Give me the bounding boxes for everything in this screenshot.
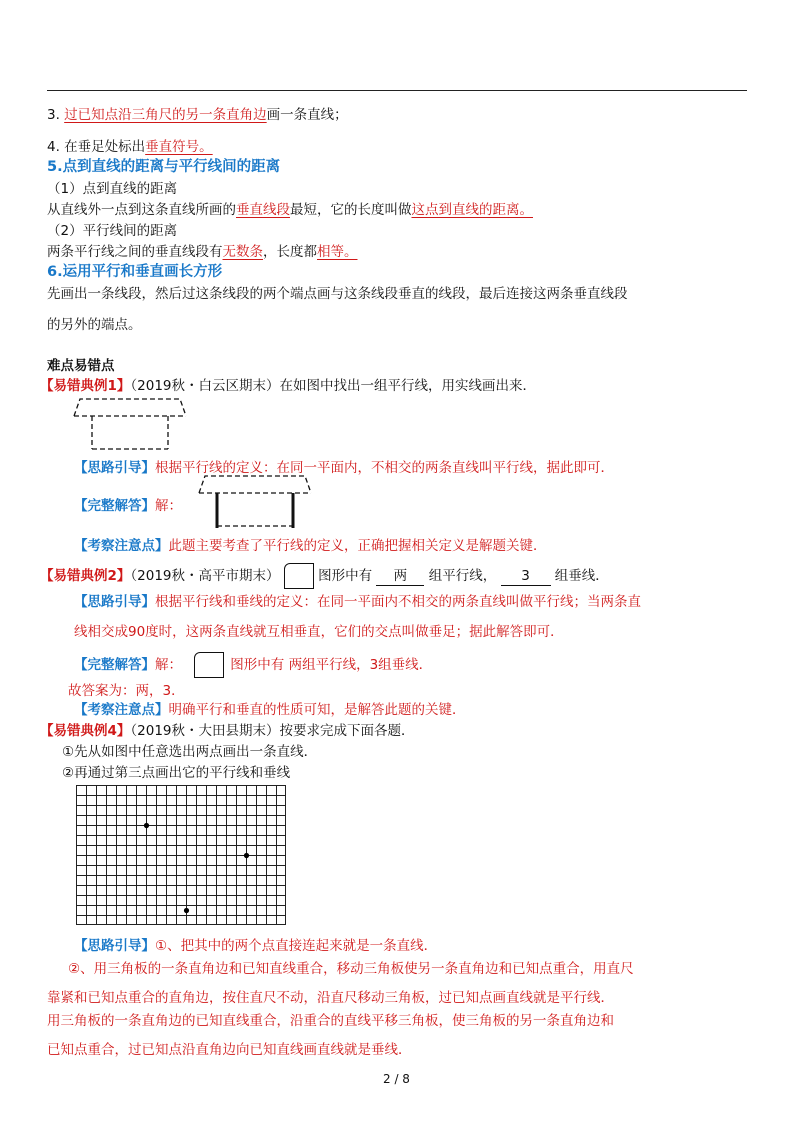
example-2-hint-line1: 【思路引导】根据平行线和垂线的定义：在同一平面内不相交的两条直线叫做平行线；当两条直 bbox=[74, 594, 641, 610]
paragraph-rectangle-line1: 先画出一条线段，然后过这条线段的两个端点画与这条线段垂直的线段，最后连接这两条垂直线段 bbox=[47, 286, 628, 302]
example-2-shape bbox=[284, 563, 314, 589]
example-2-final: 故答案为：两，3． bbox=[68, 683, 185, 699]
example-1-figure bbox=[70, 395, 190, 457]
example-2-answer-shape bbox=[194, 652, 224, 678]
header-rule bbox=[47, 90, 747, 91]
grid-horizontal-lines bbox=[76, 786, 286, 925]
dot-grid bbox=[76, 785, 286, 925]
item-4: 4. 在垂足处标出垂直符号。 bbox=[47, 139, 213, 155]
grid-point-b bbox=[244, 853, 249, 858]
example-1-answer-figure bbox=[195, 472, 315, 534]
heading-6: 6.运用平行和垂直画长方形 bbox=[47, 264, 223, 280]
example-4-hint-4: 用三角板的一条直角边的已知直线重合，沿重合的直线平移三角板，使三角板的另一条直角边和 bbox=[47, 1013, 614, 1029]
example-2-answer: 【完整解答】解： 图形中有 两组平行线，3组垂线． bbox=[74, 652, 432, 678]
item-3: 3. 过已知点沿三角尺的另一条直角边画一条直线； bbox=[47, 107, 348, 123]
example-4-instruction-2: ②再通过第三点画出它的平行线和垂线 bbox=[62, 765, 291, 781]
section-title: 难点易错点 bbox=[47, 358, 115, 374]
subheading-1: （1）点到直线的距离 bbox=[47, 181, 178, 197]
example-4-question: 【易错典例4】（2019秋・大田县期末）按要求完成下面各题． bbox=[40, 723, 415, 739]
grid-point-c bbox=[184, 908, 189, 913]
example-1-note: 【考察注意点】此题主要考查了平行线的定义，正确把握相关定义是解题关键． bbox=[74, 538, 547, 554]
heading-5: 5.点到直线的距离与平行线间的距离 bbox=[47, 159, 281, 175]
example-2-hint-line2: 线相交成90度时，这两条直线就互相垂直，它们的交点叫做垂足；据此解答即可． bbox=[74, 624, 564, 640]
paragraph-distance: 从直线外一点到这条直线所画的垂直线段最短，它的长度叫做这点到直线的距离。 bbox=[47, 202, 533, 218]
page-number: 2 / 8 bbox=[383, 1072, 410, 1086]
example-1-question: 【易错典例1】（2019秋・白云区期末）在如图中找出一组平行线，用实线画出来． bbox=[40, 378, 537, 394]
grid-point-a bbox=[144, 823, 149, 828]
example-4-hint-1: 【思路引导】①、把其中的两个点直接连起来就是一条直线． bbox=[74, 938, 438, 954]
answer-top-dashed bbox=[199, 476, 311, 493]
paragraph-rectangle-line2: 的另外的端点。 bbox=[47, 317, 142, 333]
example-2-note: 【考察注意点】明确平行和垂直的性质可知，是解答此题的关键． bbox=[74, 702, 466, 718]
example-4-instruction-1: ①先从如图中任意选出两点画出一条直线． bbox=[62, 744, 318, 760]
example-2-question: 【易错典例2】（2019秋・高平市期末） 图形中有 两 组平行线， 3 组垂线． bbox=[40, 563, 609, 589]
figure-top-dashed bbox=[74, 399, 186, 416]
subheading-2: （2）平行线间的距离 bbox=[47, 223, 178, 239]
example-1-hint: 【思路引导】根据平行线的定义：在同一平面内，不相交的两条直线叫平行线，据此即可． bbox=[74, 460, 614, 476]
paragraph-parallel-distance: 两条平行线之间的垂直线段有无数条，长度都相等。 bbox=[47, 244, 358, 260]
example-4-hint-5: 已知点重合，过已知点沿直角边向已知直线画直线就是垂线． bbox=[47, 1042, 412, 1058]
example-4-hint-3: 靠紧和已知点重合的直角边，按住直尺不动，沿直尺移动三角板，过已知点画直线就是平行线． bbox=[47, 990, 614, 1006]
example-4-hint-2: ②、用三角板的一条直角边和已知直线重合，移动三角板使另一条直角边和已知点重合，用直尺 bbox=[68, 961, 634, 977]
example-1-answer-label: 【完整解答】解： bbox=[74, 498, 182, 514]
